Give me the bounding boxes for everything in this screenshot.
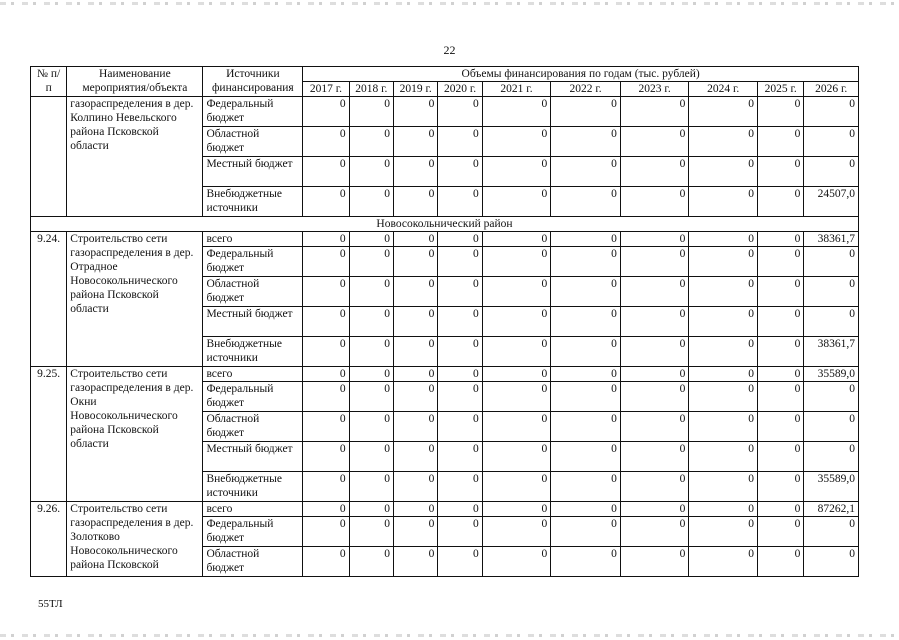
funding-value: 0 (620, 502, 689, 517)
funding-source: Местный бюджет (203, 157, 303, 187)
header-year: 2026 г. (804, 82, 859, 97)
funding-value: 0 (349, 412, 393, 442)
funding-value: 0 (689, 127, 758, 157)
funding-value: 0 (804, 412, 859, 442)
funding-value: 0 (482, 157, 551, 187)
funding-source: всего (203, 502, 303, 517)
funding-value: 0 (438, 382, 482, 412)
funding-source: Областной бюджет (203, 547, 303, 577)
funding-value: 0 (394, 307, 438, 337)
funding-value: 0 (438, 187, 482, 217)
funding-value: 0 (394, 472, 438, 502)
funding-value: 0 (349, 97, 393, 127)
funding-source: Местный бюджет (203, 442, 303, 472)
funding-table (30, 66, 859, 577)
funding-value: 0 (804, 382, 859, 412)
funding-source: Внебюджетные источники (203, 187, 303, 217)
project-name: Строительство сети газораспределения в дер. Золотково Новосокольнического района Псковской (67, 502, 203, 577)
funding-source: Федеральный бюджет (203, 247, 303, 277)
header-year: 2023 г. (620, 82, 689, 97)
table-row (31, 367, 859, 382)
funding-value: 0 (757, 367, 803, 382)
funding-value: 0 (689, 157, 758, 187)
funding-value: 0 (551, 277, 621, 307)
funding-value: 0 (620, 472, 689, 502)
funding-value: 0 (757, 232, 803, 247)
funding-value: 0 (757, 247, 803, 277)
funding-value: 0 (438, 412, 482, 442)
funding-source: всего (203, 232, 303, 247)
funding-value: 0 (689, 247, 758, 277)
funding-value: 0 (551, 247, 621, 277)
funding-value: 0 (438, 502, 482, 517)
scan-edge-top (0, 2, 899, 5)
funding-value: 0 (551, 412, 621, 442)
funding-value: 0 (757, 502, 803, 517)
funding-value: 0 (482, 97, 551, 127)
funding-value: 0 (689, 367, 758, 382)
funding-value: 0 (303, 502, 349, 517)
header-name: Наименование мероприятия/объекта (67, 67, 203, 97)
funding-value: 0 (349, 502, 393, 517)
funding-value: 0 (757, 127, 803, 157)
funding-value: 0 (551, 232, 621, 247)
funding-value: 0 (551, 307, 621, 337)
funding-value: 0 (804, 277, 859, 307)
funding-value: 0 (303, 547, 349, 577)
funding-value: 0 (804, 547, 859, 577)
funding-value: 0 (349, 247, 393, 277)
funding-value: 0 (551, 337, 621, 367)
funding-value: 0 (482, 547, 551, 577)
funding-value: 0 (438, 307, 482, 337)
header-source: Источники финансирования (203, 67, 303, 97)
table-body (31, 97, 859, 577)
funding-value: 0 (620, 187, 689, 217)
funding-value: 0 (551, 367, 621, 382)
funding-value: 0 (394, 187, 438, 217)
header-year: 2025 г. (757, 82, 803, 97)
funding-value: 0 (620, 412, 689, 442)
funding-value: 0 (757, 277, 803, 307)
funding-value: 0 (757, 97, 803, 127)
funding-value: 0 (394, 547, 438, 577)
funding-value: 0 (757, 517, 803, 547)
funding-value: 0 (394, 367, 438, 382)
funding-value: 0 (620, 367, 689, 382)
funding-value: 0 (349, 307, 393, 337)
funding-source: Областной бюджет (203, 412, 303, 442)
funding-value: 0 (620, 97, 689, 127)
scan-edge-bottom (0, 634, 899, 637)
funding-value: 0 (804, 307, 859, 337)
funding-value: 0 (303, 157, 349, 187)
project-name: Строительство сети газораспределения в дер. Окни Новосокольнического района Псковской области (67, 367, 203, 502)
project-name: Строительство сети газораспределения в дер. Отрадное Новосокольнического района Псковской области (67, 232, 203, 367)
funding-value: 0 (394, 232, 438, 247)
funding-value: 0 (394, 127, 438, 157)
funding-value: 0 (804, 127, 859, 157)
funding-value: 0 (303, 127, 349, 157)
funding-value: 0 (438, 367, 482, 382)
funding-value: 0 (303, 187, 349, 217)
funding-value: 0 (394, 442, 438, 472)
funding-value: 0 (349, 187, 393, 217)
funding-value: 0 (620, 337, 689, 367)
funding-value: 0 (349, 442, 393, 472)
funding-value: 0 (482, 127, 551, 157)
funding-value: 0 (438, 97, 482, 127)
funding-source: Внебюджетные источники (203, 337, 303, 367)
funding-value: 0 (689, 412, 758, 442)
funding-value: 0 (303, 247, 349, 277)
funding-value: 0 (482, 517, 551, 547)
district-row (31, 217, 859, 232)
funding-value: 0 (757, 157, 803, 187)
funding-value: 0 (303, 367, 349, 382)
funding-value: 0 (394, 517, 438, 547)
funding-value: 38361,7 (804, 232, 859, 247)
funding-value: 0 (482, 472, 551, 502)
funding-value: 0 (482, 187, 551, 217)
table-row (31, 97, 859, 127)
funding-value: 0 (757, 307, 803, 337)
funding-value: 0 (804, 247, 859, 277)
funding-value: 35589,0 (804, 367, 859, 382)
header-no: № п/п (31, 67, 67, 97)
funding-value: 0 (804, 517, 859, 547)
funding-value: 0 (689, 472, 758, 502)
funding-value: 0 (482, 382, 551, 412)
funding-value: 0 (303, 472, 349, 502)
funding-value: 0 (482, 502, 551, 517)
funding-value: 0 (689, 337, 758, 367)
funding-value: 0 (482, 247, 551, 277)
funding-source: Внебюджетные источники (203, 472, 303, 502)
funding-value: 0 (303, 337, 349, 367)
funding-source: Местный бюджет (203, 307, 303, 337)
funding-value: 0 (757, 412, 803, 442)
funding-value: 0 (689, 97, 758, 127)
header-year: 2017 г. (303, 82, 349, 97)
page-number: 22 (443, 43, 456, 57)
funding-value: 0 (394, 97, 438, 127)
funding-value: 0 (438, 442, 482, 472)
funding-value: 0 (757, 187, 803, 217)
funding-value: 0 (689, 277, 758, 307)
funding-value: 0 (620, 382, 689, 412)
funding-value: 0 (757, 382, 803, 412)
funding-value: 0 (438, 157, 482, 187)
header-funding-title: Объемы финансирования по годам (тыс. рублей) (303, 67, 859, 82)
funding-value: 0 (394, 277, 438, 307)
funding-value: 0 (620, 442, 689, 472)
funding-value: 0 (482, 277, 551, 307)
header-year: 2019 г. (394, 82, 438, 97)
funding-value: 0 (303, 97, 349, 127)
table-row (31, 232, 859, 247)
funding-value: 0 (303, 382, 349, 412)
funding-value: 0 (394, 337, 438, 367)
funding-value: 0 (757, 547, 803, 577)
funding-value: 0 (349, 127, 393, 157)
funding-value: 87262,1 (804, 502, 859, 517)
funding-value: 0 (620, 157, 689, 187)
funding-value: 0 (482, 412, 551, 442)
row-number: 9.24. (31, 232, 67, 367)
funding-value: 0 (303, 277, 349, 307)
funding-value: 0 (303, 517, 349, 547)
funding-source: Федеральный бюджет (203, 382, 303, 412)
funding-value: 0 (482, 337, 551, 367)
header-year: 2021 г. (482, 82, 551, 97)
funding-value: 0 (438, 517, 482, 547)
funding-value: 0 (551, 472, 621, 502)
funding-value: 0 (551, 382, 621, 412)
funding-value: 0 (620, 307, 689, 337)
funding-value: 0 (349, 472, 393, 502)
district-heading: Новосокольнический район (31, 217, 859, 232)
funding-value: 0 (804, 157, 859, 187)
funding-value: 0 (349, 547, 393, 577)
header-year: 2024 г. (689, 82, 758, 97)
funding-value: 0 (689, 442, 758, 472)
funding-value: 0 (349, 157, 393, 187)
funding-value: 0 (689, 232, 758, 247)
funding-value: 0 (438, 277, 482, 307)
funding-value: 0 (551, 127, 621, 157)
funding-value: 0 (349, 277, 393, 307)
footer-code: 55ТЛ (38, 598, 63, 610)
funding-value: 0 (394, 157, 438, 187)
funding-value: 0 (804, 442, 859, 472)
funding-value: 0 (620, 517, 689, 547)
funding-value: 0 (303, 232, 349, 247)
funding-value: 0 (689, 547, 758, 577)
funding-value: 0 (394, 502, 438, 517)
funding-value: 0 (349, 232, 393, 247)
funding-value: 0 (620, 247, 689, 277)
row-number (31, 97, 67, 217)
project-name: газораспределения в дер. Колпино Невельского района Псковской области (67, 97, 203, 217)
funding-value: 0 (482, 442, 551, 472)
funding-value: 0 (394, 382, 438, 412)
funding-value: 0 (757, 472, 803, 502)
header-year: 2020 г. (438, 82, 482, 97)
funding-value: 0 (551, 187, 621, 217)
funding-value: 0 (551, 547, 621, 577)
funding-value: 0 (620, 232, 689, 247)
funding-value: 0 (551, 157, 621, 187)
funding-source: Федеральный бюджет (203, 517, 303, 547)
funding-value: 0 (303, 412, 349, 442)
funding-value: 0 (482, 307, 551, 337)
funding-value: 0 (757, 337, 803, 367)
funding-value: 0 (620, 277, 689, 307)
funding-value: 0 (620, 127, 689, 157)
table-row (31, 502, 859, 517)
funding-value: 0 (394, 247, 438, 277)
funding-value: 0 (620, 547, 689, 577)
funding-value: 0 (551, 502, 621, 517)
funding-value: 0 (438, 472, 482, 502)
funding-value: 0 (551, 517, 621, 547)
header-year: 2022 г. (551, 82, 621, 97)
funding-value: 0 (482, 232, 551, 247)
funding-value: 0 (757, 442, 803, 472)
funding-value: 0 (438, 127, 482, 157)
row-number: 9.25. (31, 367, 67, 502)
funding-value: 0 (303, 442, 349, 472)
funding-value: 0 (349, 382, 393, 412)
funding-value: 0 (349, 367, 393, 382)
funding-source: Областной бюджет (203, 127, 303, 157)
funding-value: 0 (349, 337, 393, 367)
funding-value: 0 (303, 307, 349, 337)
funding-value: 35589,0 (804, 472, 859, 502)
funding-source: Областной бюджет (203, 277, 303, 307)
funding-value: 0 (438, 247, 482, 277)
funding-value: 0 (689, 517, 758, 547)
funding-value: 0 (438, 547, 482, 577)
funding-value: 0 (689, 382, 758, 412)
funding-value: 0 (438, 232, 482, 247)
funding-value: 38361,7 (804, 337, 859, 367)
row-number: 9.26. (31, 502, 67, 577)
funding-value: 0 (482, 367, 551, 382)
funding-value: 0 (394, 412, 438, 442)
funding-value: 0 (438, 337, 482, 367)
funding-value: 0 (689, 502, 758, 517)
funding-value: 0 (551, 97, 621, 127)
funding-source: Федеральный бюджет (203, 97, 303, 127)
funding-value: 0 (349, 517, 393, 547)
funding-source: всего (203, 367, 303, 382)
funding-value: 0 (689, 187, 758, 217)
funding-value: 0 (551, 442, 621, 472)
header-year: 2018 г. (349, 82, 393, 97)
funding-value: 0 (804, 97, 859, 127)
funding-value: 0 (689, 307, 758, 337)
funding-value: 24507,0 (804, 187, 859, 217)
